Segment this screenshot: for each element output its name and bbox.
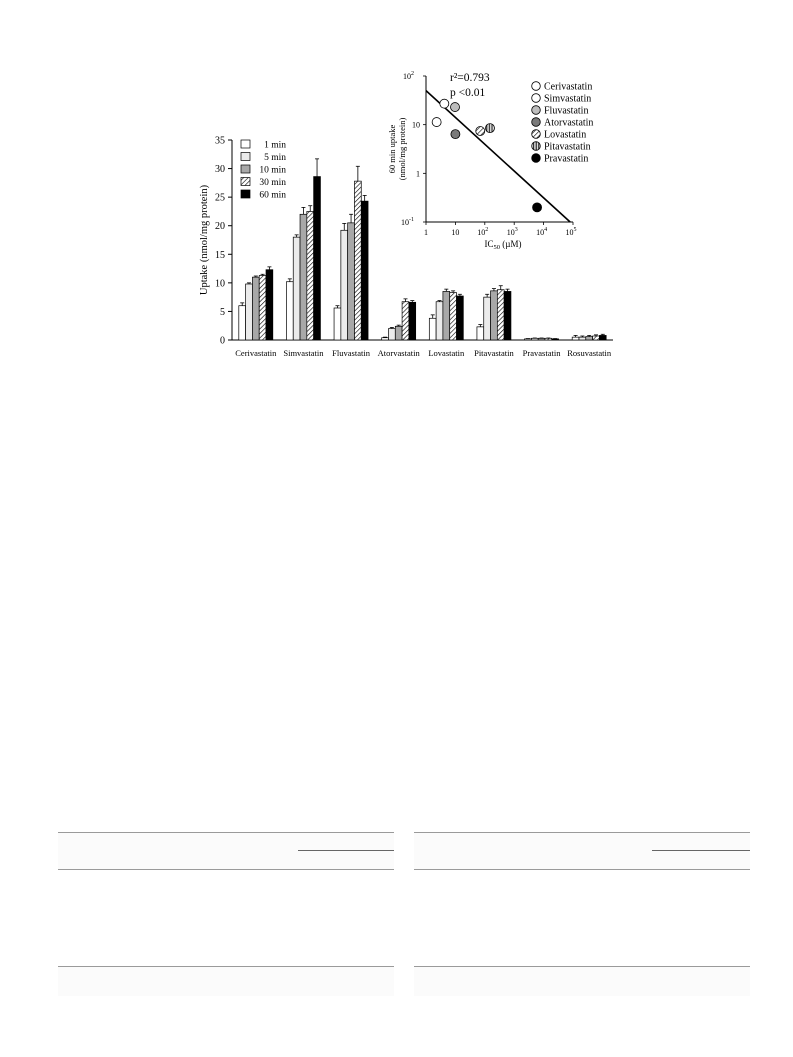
legend-swatch: [241, 178, 250, 186]
inset-legend-label: Pravastatin: [544, 153, 589, 165]
inset-legend-label: Cerivastatin: [544, 81, 593, 93]
category-label: Pravastatin: [522, 348, 561, 358]
bar: [491, 291, 498, 340]
inset-legend-marker: [532, 94, 541, 103]
bar: [538, 338, 545, 340]
y-tick-label: 35: [215, 135, 225, 147]
figure-svg: [0, 0, 793, 380]
inset-x-tick-label: 10: [451, 228, 460, 237]
scatter-point: [485, 124, 494, 133]
bar: [497, 290, 504, 340]
bar: [388, 329, 395, 340]
inset-x-tick-label: $10^3$: [506, 227, 518, 237]
legend-swatch: [241, 190, 250, 198]
scatter-point: [451, 130, 460, 139]
bar-legend: [241, 140, 286, 201]
bar: [402, 302, 409, 340]
inset-y-tick-label: $10^{-1}$: [401, 217, 414, 227]
bar: [361, 201, 368, 340]
bar: [477, 327, 484, 340]
inset-chart: [387, 71, 593, 251]
bar: [334, 308, 341, 340]
bar: [450, 293, 457, 340]
category-label: Simvastatin: [283, 348, 324, 358]
inset-legend-marker: [532, 130, 541, 139]
y-tick-label: 20: [215, 221, 225, 233]
inset-legend-label: Fluvastatin: [544, 105, 589, 117]
table-stub-right: [414, 832, 750, 996]
table-top-rule: [414, 832, 750, 833]
bar: [545, 338, 552, 340]
bar: [239, 306, 246, 340]
bar: [341, 230, 348, 340]
bar: [307, 211, 314, 340]
bar: [314, 177, 321, 340]
bar: [348, 223, 355, 340]
inset-legend: [532, 82, 594, 165]
table-bottom-rule: [58, 966, 394, 967]
y-tick-label: 0: [220, 335, 225, 347]
bar: [293, 237, 300, 340]
table-stub-left: [58, 832, 394, 996]
table-body: [58, 870, 394, 966]
legend-swatch: [241, 153, 250, 161]
bar: [525, 339, 532, 340]
inset-y-tick-label: 1: [416, 169, 420, 179]
bar: [259, 275, 266, 340]
legend-label: 1 min: [264, 140, 286, 151]
bar: [286, 282, 293, 340]
legend-swatch: [241, 165, 250, 173]
inset-x-tick-label: $10^5$: [565, 227, 577, 237]
legend-swatch: [241, 140, 250, 148]
legend-label: 60 min: [259, 190, 286, 201]
scatter-point: [476, 127, 485, 136]
table-subheader-rule: [298, 850, 394, 851]
y-tick-label: 30: [215, 164, 225, 176]
inset-y-tick-label: 10: [412, 120, 420, 130]
scatter-point: [451, 103, 460, 112]
bar: [436, 302, 443, 340]
stat-p-value: p <0.01: [450, 87, 486, 99]
bar: [484, 297, 491, 340]
category-label: Cerivastatin: [235, 348, 277, 358]
bar: [409, 302, 416, 340]
bar: [457, 296, 464, 340]
table-subheader-rule: [652, 850, 750, 851]
bars: [239, 159, 606, 340]
y-tick-label: 15: [215, 249, 225, 261]
bar: [266, 270, 273, 340]
legend-label: 10 min: [259, 165, 286, 176]
inset-legend-marker: [532, 118, 541, 127]
inset-legend-label: Lovastatin: [544, 129, 587, 141]
bar: [593, 336, 600, 340]
bar: [504, 291, 511, 340]
y-axis-label: Uptake (nmol/mg protein): [199, 184, 210, 296]
category-label: Lovastatin: [428, 348, 465, 358]
inset-legend-marker: [532, 82, 541, 91]
bar: [246, 284, 253, 340]
inset-legend-label: Atorvastatin: [544, 117, 594, 129]
bar: [382, 338, 389, 340]
inset-y-tick-label: $10^2$: [403, 71, 414, 81]
legend-label: 30 min: [259, 178, 286, 188]
bar: [354, 181, 361, 340]
inset-legend-marker: [532, 106, 541, 115]
scatter-point: [432, 118, 441, 127]
bar: [429, 318, 436, 340]
bar: [579, 337, 586, 340]
category-label: Rosuvastatin: [567, 348, 612, 358]
table-body: [414, 870, 750, 966]
y-tick-label: 10: [215, 278, 225, 290]
inset-y-label-line1: 60 min uptake: [387, 124, 397, 174]
inset-x-tick-label: $10^4$: [536, 227, 548, 237]
bar: [599, 335, 606, 340]
category-label: Atorvastatin: [377, 348, 420, 358]
inset-y-label-line2: (nmol/mg protein): [397, 117, 407, 181]
bar: [395, 326, 402, 340]
y-tick-label: 5: [220, 306, 225, 318]
inset-x-tick-label: 1: [424, 228, 428, 237]
bar: [443, 291, 450, 340]
legend-label: 5 min: [264, 153, 286, 163]
inset-legend-label: Pitavastatin: [544, 141, 591, 153]
y-tick-label: 25: [215, 192, 225, 204]
scatter-point: [533, 203, 542, 212]
category-label: Pitavastatin: [474, 348, 514, 358]
inset-x-label: $IC_{50}$ (µM): [484, 239, 522, 251]
inset-points: [432, 99, 541, 212]
inset-legend-marker: [532, 142, 541, 151]
bar: [252, 277, 259, 340]
stat-r-squared: r²=0.793: [450, 72, 490, 84]
inset-legend-label: Simvastatin: [544, 93, 592, 105]
bar: [531, 338, 538, 340]
inset-legend-marker: [532, 154, 541, 163]
bar: [586, 337, 593, 340]
figure: [0, 0, 793, 380]
bar: [552, 339, 559, 340]
table-top-rule: [58, 832, 394, 833]
table-bottom-rule: [414, 966, 750, 967]
scatter-point: [440, 99, 449, 108]
bar: [300, 214, 307, 340]
bar: [572, 337, 579, 340]
inset-x-tick-label: $10^2$: [477, 227, 489, 237]
category-label: Fluvastatin: [332, 348, 370, 358]
